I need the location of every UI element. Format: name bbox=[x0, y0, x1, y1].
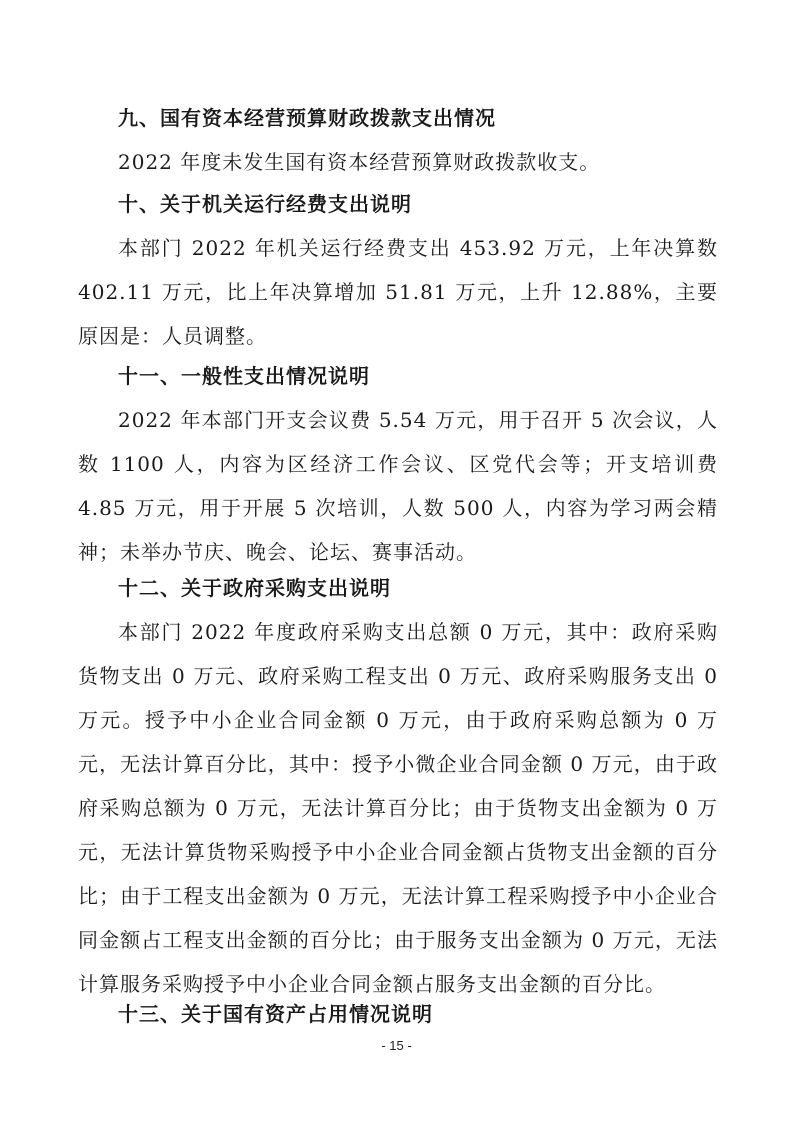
section-paragraph-12: 本部门 2022 年度政府采购支出总额 0 万元，其中：政府采购货物支出 0 万元、政府采购工程支出 0 万元、政府采购服务支出 0 万元。授予中小企业合同金额 0 万元，由于政府采购总额为 0 万元，无法计算百分比，其中：授予小微企业合同金额 0 万元，由于政府采购总额为 0 万元，无法计算百分比；由于货物支出金额为 0 万元，无法计算货物采购授予中小企业合同金额占货物支出金额的百分比；由于工程支出金额为 0 万元，无法计算工程采购授予中小企业合同金额占工程支出金额的百分比；由于服务支出金额为 0 万元，无法计算服务采购授予中小企业合同金额占服务支出金额的百分比。 bbox=[78, 620, 718, 996]
section-heading-13: 十三、关于国有资产占用情况说明 bbox=[118, 1002, 433, 1026]
section-heading-12: 十二、关于政府采购支出说明 bbox=[118, 576, 391, 600]
section-heading-10: 十、关于机关运行经费支出说明 bbox=[118, 192, 412, 216]
section-paragraph-9: 2022 年度未发生国有资本经营预算财政拨款收支。 bbox=[118, 150, 601, 174]
section-paragraph-10: 本部门 2022 年机关运行经费支出 453.92 万元，上年决算数 402.11 万元，比上年决算增加 51.81 万元，上升 12.88%，主要原因是：人员调整。 bbox=[78, 236, 718, 348]
section-heading-11: 十一、一般性支出情况说明 bbox=[118, 364, 370, 388]
section-heading-9: 九、国有资本经营预算财政拨款支出情况 bbox=[118, 106, 496, 130]
section-paragraph-11: 2022 年本部门开支会议费 5.54 万元，用于召开 5 次会议，人数 1100 人，内容为区经济工作会议、区党代会等；开支培训费 4.85 万元，用于开展 5 次培训，人数 500 人，内容为学习两会精神；未举办节庆、晚会、论坛、赛事活动。 bbox=[78, 408, 718, 564]
page-number: - 15 - bbox=[381, 1038, 412, 1053]
